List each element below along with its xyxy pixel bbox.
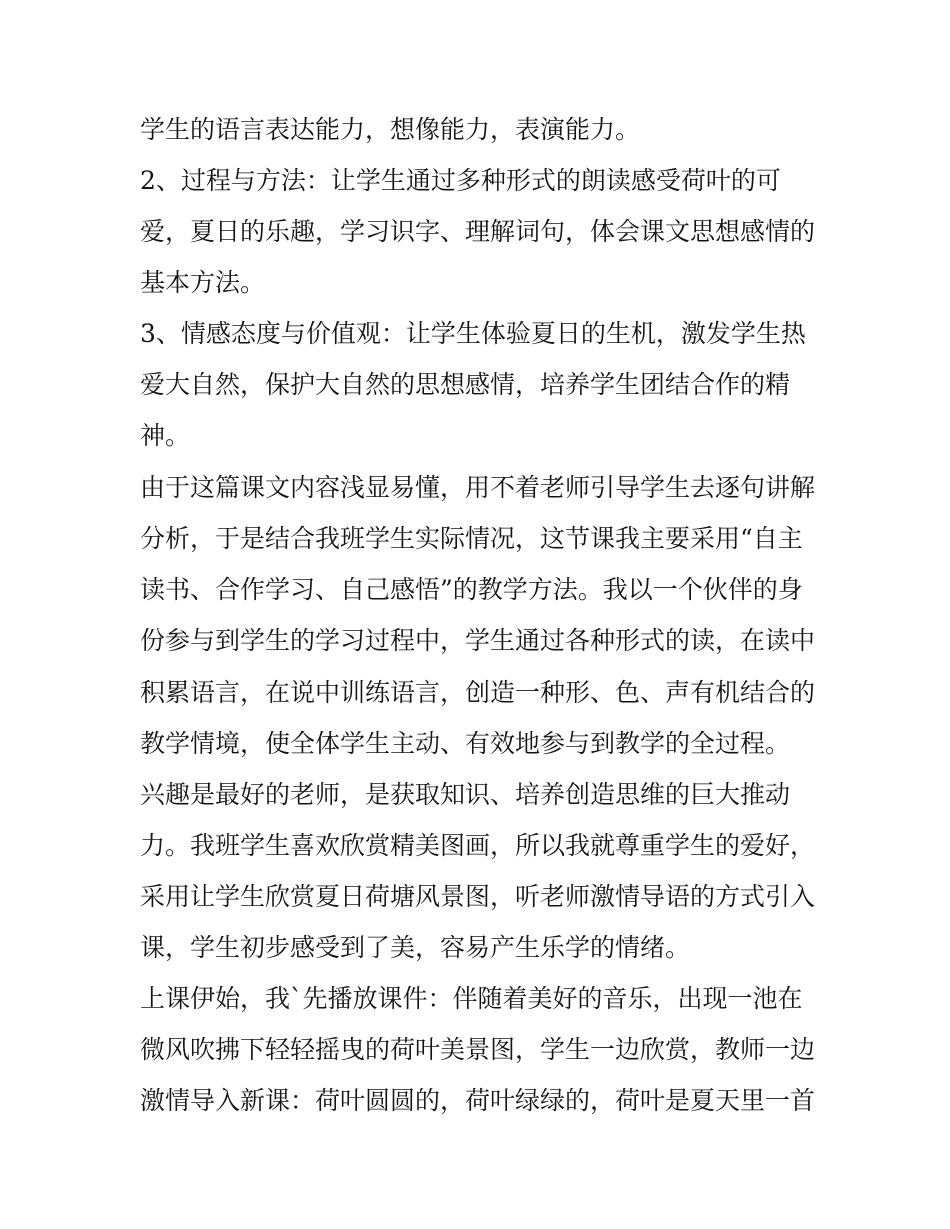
text-line-7: 神。	[140, 421, 191, 450]
text-line-12: 积累语言，在说中训练语言，创造一种形、色、声有机结合的	[140, 678, 816, 707]
text-line-2: 2、过程与方法：让学生通过多种形式的朗读感受荷叶的可	[140, 166, 781, 195]
text-line-13: 教学情境，使全体学生主动、有效地参与到教学的全过程。	[140, 729, 791, 758]
text-line-8: 由于这篇课文内容浅显易懂，用不着老师引导学生去逐句讲解	[140, 473, 816, 502]
text-line-17: 课，学生初步感受到了美，容易产生乐学的情绪。	[140, 933, 691, 962]
text-line-20: 激情导入新课：荷叶圆圆的，荷叶绿绿的，荷叶是夏天里一首	[140, 1086, 816, 1115]
text-line-19: 微风吹拂下轻轻摇曳的荷叶美景图，学生一边欣赏，教师一边	[140, 1035, 816, 1064]
text-line-5: 3、情感态度与价值观：让学生体验夏日的生机，激发学生热	[140, 319, 806, 348]
text-line-6: 爱大自然，保护大自然的思想感情，培养学生团结合作的精	[140, 370, 791, 399]
text-line-1: 学生的语言表达能力，想像能力，表演能力。	[140, 115, 641, 144]
text-line-4: 基本方法。	[140, 268, 266, 297]
text-line-18: 上课伊始，我`先播放课件：伴随着美好的音乐，出现一池在	[140, 984, 803, 1013]
text-line-14: 兴趣是最好的老师，是获取知识、培养创造思维的巨大推动	[140, 780, 791, 809]
text-line-11: 份参与到学生的学习过程中，学生通过各种形式的读，在读中	[140, 626, 816, 655]
text-line-9: 分析，于是结合我班学生实际情况，这节课我主要采用“自主	[140, 524, 803, 553]
text-line-3: 爱，夏日的乐趣，学习识字、理解词句，体会课文思想感情的	[140, 217, 816, 246]
text-line-16: 采用让学生欣赏夏日荷塘风景图，听老师激情导语的方式引入	[140, 882, 816, 911]
text-line-15: 力。我班学生喜欢欣赏精美图画，所以我就尊重学生的爱好，	[140, 831, 816, 860]
text-line-10: 读书、合作学习、自己感悟”的教学方法。我以一个伙伴的身	[140, 575, 803, 604]
